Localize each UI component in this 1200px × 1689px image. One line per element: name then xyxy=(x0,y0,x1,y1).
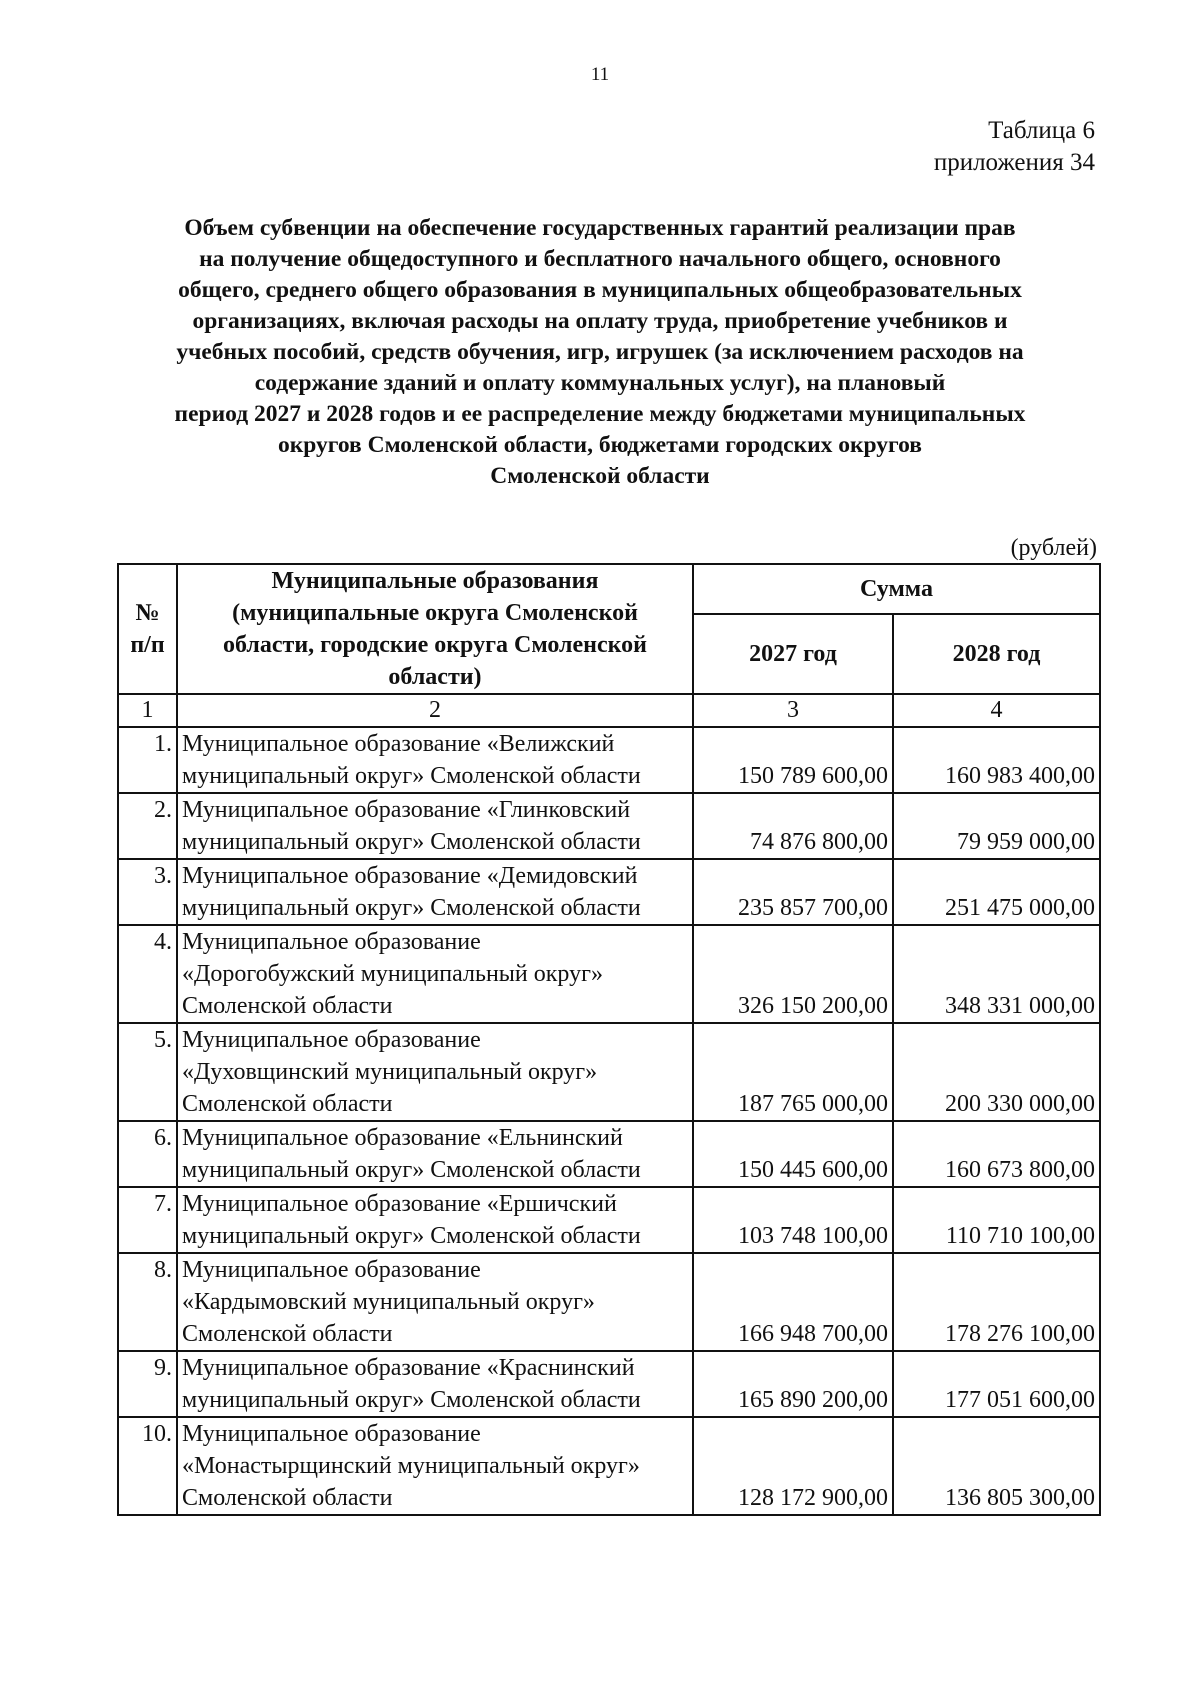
sum-2027: 150 789 600,00 xyxy=(693,727,893,793)
municipality-name-line: муниципальный округ» Смоленской области xyxy=(182,895,641,921)
municipality-name xyxy=(177,859,693,925)
row-number: 3. xyxy=(118,859,177,925)
title-line: учебных пособий, средств обучения, игр, игрушек (за исключением расходов на xyxy=(176,339,1024,365)
row-number: 10. xyxy=(118,1417,177,1515)
table-row xyxy=(118,1121,1100,1187)
sum-2028: 160 983 400,00 xyxy=(893,727,1100,793)
sum-2027: 166 948 700,00 xyxy=(693,1253,893,1351)
municipality-name-line: «Духовщинский муниципальный округ» xyxy=(182,1059,598,1085)
title-line: общего, среднего общего образования в муниципальных общеобразовательных xyxy=(178,277,1022,303)
municipality-name-line: Смоленской области xyxy=(182,1091,393,1117)
row-number: 1. xyxy=(118,727,177,793)
title-line: Объем субвенции на обеспечение государственных гарантий реализации прав xyxy=(184,215,1016,241)
row-number: 5. xyxy=(118,1023,177,1121)
table-row xyxy=(118,1187,1100,1253)
municipality-name-line: Муниципальное образование «Глинковский xyxy=(182,797,631,823)
sum-2027: 165 890 200,00 xyxy=(693,1351,893,1417)
municipality-name-line: муниципальный округ» Смоленской области xyxy=(182,763,641,789)
column-number: 3 xyxy=(693,694,893,727)
table-reference xyxy=(934,115,1095,179)
table-row xyxy=(118,1351,1100,1417)
municipality-name-line: Смоленской области xyxy=(182,1485,393,1511)
municipality-name xyxy=(177,727,693,793)
sum-2028: 251 475 000,00 xyxy=(893,859,1100,925)
header-sum: Сумма xyxy=(693,564,1100,614)
sum-2027: 326 150 200,00 xyxy=(693,925,893,1023)
column-number: 2 xyxy=(177,694,693,727)
column-number-row xyxy=(118,694,1100,727)
table-row xyxy=(118,1417,1100,1515)
table-row xyxy=(118,925,1100,1023)
municipality-name xyxy=(177,1351,693,1417)
subvention-table xyxy=(117,563,1101,1516)
municipality-name xyxy=(177,793,693,859)
municipality-name xyxy=(177,1187,693,1253)
table-row xyxy=(118,1023,1100,1121)
sum-2027: 103 748 100,00 xyxy=(693,1187,893,1253)
column-number: 4 xyxy=(893,694,1100,727)
municipality-name-line: «Кардымовский муниципальный округ» xyxy=(182,1289,595,1315)
municipality-name xyxy=(177,1417,693,1515)
table-ref-line-2: приложения 34 xyxy=(933,149,1095,176)
table-row xyxy=(118,859,1100,925)
municipality-name-line: Муниципальное образование xyxy=(182,1027,481,1053)
title-line: на получение общедоступного и бесплатного начального общего, основного xyxy=(199,246,1001,272)
title-line: период 2027 и 2028 годов и ее распределение между бюджетами муниципальных xyxy=(174,401,1026,427)
table-ref-line-1: Таблица 6 xyxy=(988,117,1095,144)
title-line: организациях, включая расходы на оплату труда, приобретение учебников и xyxy=(192,308,1008,334)
municipality-name-line: муниципальный округ» Смоленской области xyxy=(182,1223,641,1249)
sum-2027: 235 857 700,00 xyxy=(693,859,893,925)
sum-2027: 150 445 600,00 xyxy=(693,1121,893,1187)
title-line: содержание зданий и оплату коммунальных услуг), на плановый xyxy=(254,370,946,396)
sum-2028: 110 710 100,00 xyxy=(893,1187,1100,1253)
sum-2028: 200 330 000,00 xyxy=(893,1023,1100,1121)
sum-2028: 177 051 600,00 xyxy=(893,1351,1100,1417)
municipality-name-line: Муниципальное образование «Велижский xyxy=(182,731,615,757)
sum-2027: 187 765 000,00 xyxy=(693,1023,893,1121)
municipality-name-line: «Дорогобужский муниципальный округ» xyxy=(182,961,603,987)
table-row xyxy=(118,793,1100,859)
municipality-name-line: Смоленской области xyxy=(182,1321,393,1347)
header-municipality: Муниципальные образования (муниципальные округа Смоленской области, городские округа Смоленской области) xyxy=(177,564,693,694)
municipality-name-line: Муниципальное образование «Демидовский xyxy=(182,863,638,889)
municipality-name-line: муниципальный округ» Смоленской области xyxy=(182,1157,641,1183)
title-line: округов Смоленской области, бюджетами городских округов xyxy=(278,432,922,458)
row-number: 4. xyxy=(118,925,177,1023)
sum-2028: 178 276 100,00 xyxy=(893,1253,1100,1351)
row-number: 2. xyxy=(118,793,177,859)
sum-2027: 74 876 800,00 xyxy=(693,793,893,859)
column-number: 1 xyxy=(118,694,177,727)
row-number: 7. xyxy=(118,1187,177,1253)
title-line: Смоленской области xyxy=(490,463,710,489)
municipality-name-line: муниципальный округ» Смоленской области xyxy=(182,829,641,855)
municipality-name xyxy=(177,925,693,1023)
sum-2028: 79 959 000,00 xyxy=(893,793,1100,859)
municipality-name xyxy=(177,1121,693,1187)
municipality-name-line: муниципальный округ» Смоленской области xyxy=(182,1387,641,1413)
municipality-name-line: Смоленской области xyxy=(182,993,393,1019)
unit-label: (рублей) xyxy=(1010,535,1097,561)
municipality-name-line: Муниципальное образование xyxy=(182,1421,481,1447)
table-row xyxy=(118,727,1100,793)
document-title xyxy=(110,213,1090,492)
municipality-name-line: Муниципальное образование «Краснинский xyxy=(182,1355,635,1381)
header-year-2027: 2027 год xyxy=(693,614,893,694)
sum-2027: 128 172 900,00 xyxy=(693,1417,893,1515)
header-year-2028: 2028 год xyxy=(893,614,1100,694)
municipality-name-line: Муниципальное образование «Ельнинский xyxy=(182,1125,623,1151)
municipality-name-line: Муниципальное образование xyxy=(182,1257,481,1283)
page-number: 11 xyxy=(590,64,610,85)
municipality-name-line: Муниципальное образование xyxy=(182,929,481,955)
municipality-name xyxy=(177,1023,693,1121)
header-num: № п/п xyxy=(118,564,177,694)
sum-2028: 160 673 800,00 xyxy=(893,1121,1100,1187)
table-row xyxy=(118,1253,1100,1351)
municipality-name xyxy=(177,1253,693,1351)
sum-2028: 136 805 300,00 xyxy=(893,1417,1100,1515)
row-number: 6. xyxy=(118,1121,177,1187)
municipality-name-line: «Монастырщинский муниципальный округ» xyxy=(182,1453,640,1479)
row-number: 8. xyxy=(118,1253,177,1351)
sum-2028: 348 331 000,00 xyxy=(893,925,1100,1023)
municipality-name-line: Муниципальное образование «Ершичский xyxy=(182,1191,617,1217)
row-number: 9. xyxy=(118,1351,177,1417)
